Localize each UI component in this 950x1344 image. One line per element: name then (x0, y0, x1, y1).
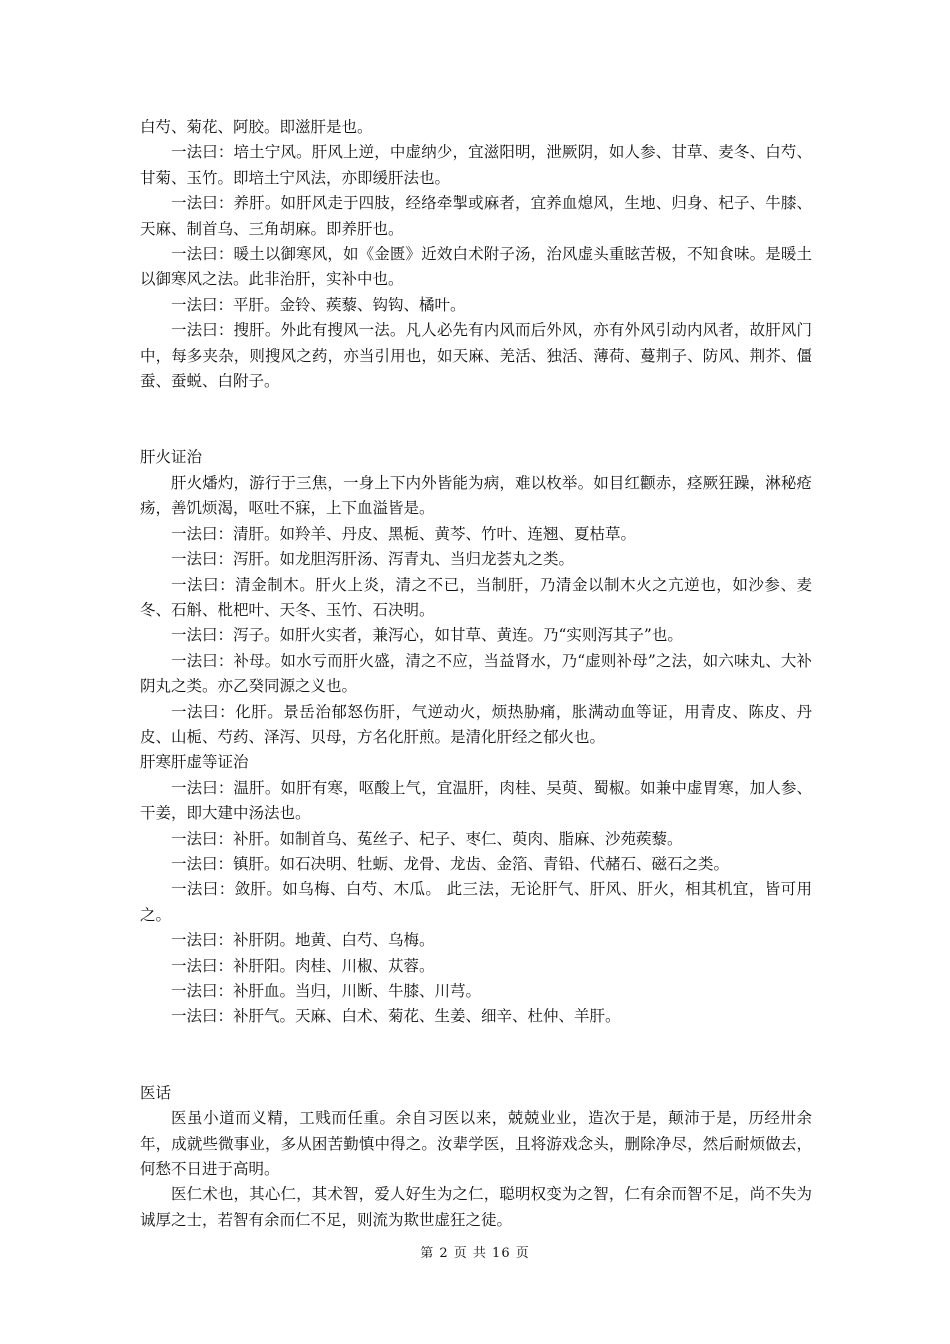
paragraph: 一法曰：培土宁风。肝风上逆，中虚纳少，宜滋阳明，泄厥阴，如人参、甘草、麦冬、白芍、甘菊、玉竹。即培土宁风法，亦即缓肝法也。 (140, 143, 812, 187)
paragraph: 一法曰：敛肝。如乌梅、白芍、木瓜。 此三法，无论肝气、肝风、肝火，相其机宜，皆可用之。 (140, 880, 812, 924)
paragraph: 一法曰：补肝血。当归，川断、牛膝、川芎。 (171, 982, 482, 1000)
paragraph: 一法曰：补肝。如制首乌、菟丝子、杞子、枣仁、萸肉、脂麻、沙苑蒺藜。 (171, 829, 683, 848)
paragraph: 一法曰：清金制木。肝火上炎，清之不已，当制肝，乃清金以制木火之亢逆也，如沙参、麦冬、石斛、枇杷叶、天冬、玉竹、石决明。 (140, 575, 812, 619)
section-heading: 肝寒肝虚等证治 (140, 753, 249, 772)
section-spacer (140, 1030, 812, 1081)
paragraph: 医仁术也，其心仁，其术智，爱人好生为之仁，聪明权变为之智，仁有余而智不足，尚不失为诚厚之士，若智有余而仁不足，则流为欺世虚狂之徒。 (140, 1185, 812, 1229)
page-number-footer: 第 2 页 共 16 页 (420, 1246, 530, 1261)
paragraph: 医虽小道而义精，工贱而任重。余自习医以来，兢兢业业，造次于是，颠沛于是，历经卅余年，成就些微事业，多从困苦勤慎中得之。汝辈学医，且将游戏念头，删除净尽，然后耐烦做去，何愁不日进于高明。 (140, 1109, 812, 1179)
paragraph: 一法曰：化肝。景岳治郁怒伤肝，气逆动火，烦热胁痛，胀满动血等证，用青皮、陈皮、丹皮、山栀、芍药、泽泻、贝母，方名化肝煎。是清化肝经之郁火也。 (140, 702, 812, 746)
section-heading: 医话 (140, 1083, 172, 1102)
paragraph: 一法曰：泻肝。如龙胆泻肝汤、泻青丸、当归龙荟丸之类。 (171, 550, 575, 569)
paragraph: 一法曰：补肝气。天麻、白术、菊花、生姜、细辛、杜仲、羊肝。 (171, 1007, 621, 1026)
paragraph: 一法曰：平肝。金铃、蒺藜、钩钩、橘叶。 (171, 295, 466, 314)
paragraph: 一法曰：补母。如水亏而肝火盛，清之不应，当益肾水，乃“虚则补母”之法，如六味丸、大补阴丸之类。亦乙癸同源之义也。 (140, 651, 812, 696)
paragraph: 一法曰：暖土以御寒风，如《金匮》近效白术附子汤，治风虚头重眩苦极，不知食味。是暖土以御寒风之法。此非治肝，实补中也。 (140, 245, 812, 289)
paragraph: 一法曰：搜肝。外此有搜风一法。凡人必先有内风而后外风，亦有外风引动内风者，故肝风门中，每多夹杂，则搜风之药，亦当引用也，如天麻、羌活、独活、薄荷、蔓荆子、防风、荆芥、僵蚕、蚕蜕、白附子。 (140, 321, 812, 391)
section-heading: 肝火证治 (140, 448, 203, 467)
paragraph: 一法曰：养肝。如肝风走于四肢，经络牵掣或麻者，宜养血熄风，生地、归身、杞子、牛膝、天麻、制首乌、三角胡麻。即养肝也。 (140, 194, 812, 238)
section-spacer (140, 394, 812, 445)
paragraph: 一法曰：补肝阴。地黄、白芍、乌梅。 (171, 931, 435, 950)
paragraph: 一法曰：清肝。如羚羊、丹皮、黑栀、黄芩、竹叶、连翘、夏枯草。 (171, 524, 637, 543)
paragraph: 一法曰：镇肝。如石决明、牡蛎、龙骨、龙齿、金箔、青铅、代赭石、磁石之类。 (171, 854, 730, 873)
paragraph: 白芍、菊花、阿胶。即滋肝是也。 (140, 118, 373, 136)
paragraph: 一法曰：补肝阳。肉桂、川椒、苁蓉。 (171, 956, 435, 975)
paragraph: 一法曰：泻子。如肝火实者，兼泻心，如甘草、黄连。乃“实则泻其子”也。 (171, 626, 683, 645)
paragraph: 肝火燔灼，游行于三焦，一身上下内外皆能为病，难以枚举。如目红颧赤，痉厥狂躁，淋秘疮疡，善饥烦渴，呕吐不寐，上下血溢皆是。 (140, 473, 812, 518)
document-page (140, 115, 812, 1233)
paragraph: 一法曰：温肝。如肝有寒，呕酸上气，宜温肝，肉桂、吴萸、蜀椒。如兼中虚胃寒，加人参、干姜，即大建中汤法也。 (140, 778, 812, 823)
